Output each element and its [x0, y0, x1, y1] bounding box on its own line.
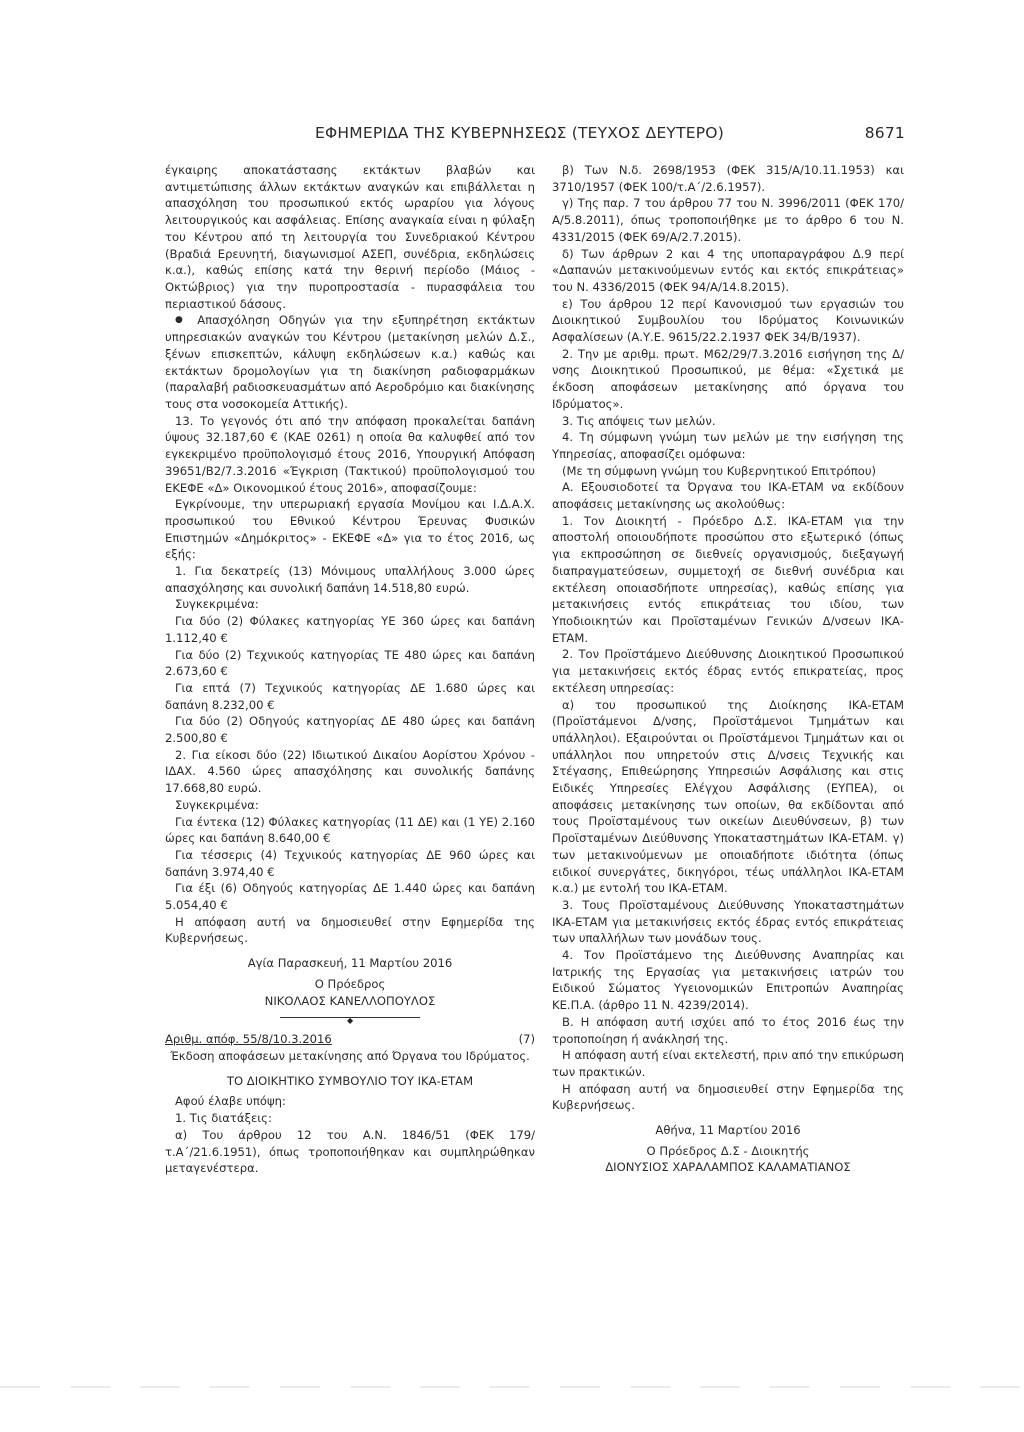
paragraph: α) του προσωπικού της Διοίκησης ΙΚΑ-ΕΤΑΜ (Προϊστάμενοι Δ/νσης, Προϊστάμενοι Τμημάτων και υπάλληλοι). Εξαιρούνται οι Προϊστάμενοι Τμημάτων και οι υπάλληλοι που υπηρετούν στις Δ/νσεις Τεχνικής και Στέγασης, Επιθεώρησης Υπηρεσιών Ασφάλισης και στις Ειδικές Υπηρεσίες Ελέγχου Ασφάλισης (ΕΥΠΕΑ), οι αποφάσεις μετακίνησης των οποίων, θα εκδίδονται από τους Προϊσταμένους των οικείων Διευθύνσεων, β) των Προϊσταμένων Διεύθυνσης Υποκαταστημάτων ΙΚΑ-ΕΤΑΜ. γ) των μετακινούμενων με οποιαδήποτε ιδιότητα (όπως ειδικοί συνεργάτες, δικηγόροι, τέως υπάλληλοι ΙΚΑ-ΕΤΑΜ κ.α.) με εντολή του ΙΚΑ-ΕΤΑΜ.	[552, 697, 904, 896]
signer-role: Ο Πρόεδρος Δ.Σ - Διοικητής	[646, 1143, 810, 1158]
decision-number-line	[165, 1031, 535, 1048]
paragraph: Για δύο (2) Φύλακες κατηγορίας ΥΕ 360 ώρες και δαπάνη 1.112,40 €	[165, 614, 535, 645]
decision-index: (7)	[518, 1032, 535, 1047]
paragraph: (Με τη σύμφωνη γνώμη του Κυβερνητικού Επιτρόπου)	[562, 463, 877, 478]
paragraph: Συγκεκριμένα:	[175, 597, 259, 612]
paragraph: Για έντεκα (12) Φύλακες κατηγορίας (11 ΔΕ) και (1 ΥΕ) 2.160 ώρες και δαπάνη 8.640,00 €	[165, 814, 535, 846]
signer-name: ΔΙΟΝΥΣΙΟΣ ΧΑΡΑΛΑΜΠΟΣ ΚΑΛΑΜΑΤΙΑΝΟΣ	[605, 1160, 851, 1175]
left-column	[165, 162, 535, 1177]
paragraph: Β. Η απόφαση αυτή ισχύει από το έτος 2016 έως την τροποποίηση ή ανάκλησή της.	[552, 1014, 904, 1046]
paragraph: Για τέσσερις (4) Τεχνικούς κατηγορίας ΔΕ 960 ώρες και δαπάνη 3.974,40 €	[165, 847, 535, 879]
gazette-title: ΕΦΗΜΕΡΙΔΑ ΤΗΣ ΚΥΒΕΡΝΗΣΕΩΣ (ΤΕΥΧΟΣ ΔΕΥΤΕΡΟ)	[315, 124, 724, 142]
signer-role: Ο Πρόεδρος	[314, 976, 386, 991]
paragraph: 2. Τον Προϊστάμενο Διεύθυνσης Διοικητικού Προσωπικού για μετακινήσεις εκτός έδρας εντός επικρατείας, προς εκτέλεση υπηρεσίας:	[552, 647, 904, 695]
paragraph: Η απόφαση αυτή να δημοσιευθεί στην Εφημερίδα της Κυβερνήσεως.	[165, 914, 535, 946]
paragraph: 2. Την με αριθμ. πρωτ. Μ62/29/7.3.2016 εισήγηση της Δ/νσης Διοικητικού Προσωπικού, με θέμα: «Σχετικά με έκδοση αποφάσεων μετακίνησης από όργανα του Ιδρύματος».	[552, 346, 904, 411]
paragraph: 1. Για δεκατρείς (13) Μόνιμους υπαλλήλους 3.000 ώρες απασχόλησης και συνολική δαπάνη 14.518,80 ευρώ.	[165, 564, 535, 595]
decision-number: Αριθμ. απόφ. 55/8/10.3.2016	[165, 1032, 332, 1047]
bullet-paragraph	[165, 312, 535, 412]
paragraph: Εγκρίνουμε, την υπερωριακή εργασία Μονίμου και Ι.Δ.Α.Χ. προσωπικού του Εθνικού Κέντρου Έρευνας Φυσικών Επιστημών «Δημόκριτος» - ΕΚΕΦΕ «Δ» για το έτος 2016, ως εξής:	[165, 497, 535, 562]
paragraph: 13. Το γεγονός ότι από την απόφαση προκαλείται δαπάνη ύψους 32.187,60 € (ΚΑΕ 0261) η οποία θα καλυφθεί από τον εγκεκριμένο προϋπολογισμό έτους 2016, Υπουργική Απόφαση 39651/Β2/7.3.2016 «Έγκριση (Τακτικού) προϋπολογισμού του ΕΚΕΦΕ «Δ» Οικονομικού έτους 2016», αποφασίζουμε:	[165, 413, 535, 495]
section-separator	[165, 1011, 535, 1025]
paragraph: έγκαιρης αποκατάστασης εκτάκτων βλαβών και αντιμετώπισης άλλων εκτάκτων αναγκών και επιβάλλεται η απασχόληση του προσωπικού εκτός ωραρίου για λόγους λειτουργικούς και ασφάλειας. Επίσης αναγκαία είναι η φύλαξη του Κέντρου από τη λειτουργία του Συνεδριακού Κέντρου (Βραδιά Ερευνητή, διαγωνισμοί ΑΣΕΠ, συνέδρια, εκδηλώσεις κ.α.), καθώς επίσης κατά την θερινή περίοδο (Μάιος - Οκτώβριος) για την πυροπροστασία - πυρασφάλεια του περιαστικού δάσους.	[165, 163, 535, 311]
paragraph: 1. Τον Διοικητή - Πρόεδρο Δ.Σ. ΙΚΑ-ΕΤΑΜ για την αποστολή οποιουδήποτε προσώπου στο εξωτερικό (όπως για εκπροσώπηση σε διεθνείς οργανισμούς, διεξαγωγή διαπραγματεύσεων, συμμετοχή σε διεθνή συνέδρια και εκτέλεση οποιασδήποτε υπηρεσίας), καθώς επίσης για μετακινήσεις εντός επικράτειας του ιδίου, των Υποδιοικητών και Προϊσταμένων Γενικών Δ/νσεων ΙΚΑ-ΕΤΑΜ.	[552, 513, 904, 645]
page-header	[315, 124, 905, 146]
paragraph: 4. Τη σύμφωνη γνώμη των μελών με την εισήγηση της Υπηρεσίας, αποφασίζει ομόφωνα:	[552, 430, 904, 461]
scan-artifact	[0, 1386, 1024, 1388]
paragraph: 3. Τους Προϊσταμένους Διεύθυνσης Υποκαταστημάτων ΙΚΑ-ΕΤΑΜ για μετακινήσεις εκτός έδρας εντός επικράτειας των υπαλλήλων των μονάδων τους.	[552, 897, 904, 946]
paragraph: Συγκεκριμένα:	[175, 797, 259, 812]
paragraph: Για επτά (7) Τεχνικούς κατηγορίας ΔΕ 1.680 ώρες και δαπάνη 8.232,00 €	[165, 680, 535, 712]
paragraph: ε) Του άρθρου 12 περί Κανονισμού των εργασιών του Διοικητικού Συμβουλίου του Ιδρύματος Κοινωνικών Ασφαλίσεων (Α.Υ.Ε. 9615/22.2.1937 ΦΕΚ 34/Β/1937).	[552, 296, 904, 345]
paragraph: Για δύο (2) Τεχνικούς κατηγορίας ΤΕ 480 ώρες και δαπάνη 2.673,60 €	[165, 647, 535, 679]
diamond-icon: ◆	[347, 1016, 354, 1026]
board-title: ΤΟ ΔΙΟΙΚΗΤΙΚΟ ΣΥΜΒΟΥΛΙΟ ΤΟΥ ΙΚΑ-ΕΤΑΜ	[226, 1073, 474, 1088]
right-column	[552, 162, 904, 1176]
signer-name: ΝΙΚΟΛΑΟΣ ΚΑΝΕΛΛΟΠΟΥΛΟΣ	[264, 993, 436, 1008]
bullet-icon: ●	[175, 315, 189, 326]
paragraph: α) Του άρθρου 12 του Α.Ν. 1846/51 (ΦΕΚ 179/τ.Α΄/21.6.1951), όπως τροποποιήθηκαν και συμπληρώθηκαν μεταγενέστερα.	[165, 1127, 535, 1176]
paragraph: Αφού έλαβε υπόψη:	[175, 1094, 286, 1109]
paragraph: 4. Τον Προϊστάμενο της Διεύθυνσης Αναπηρίας και Ιατρικής της Εργασίας για μετακινήσεις ιατρών του Ειδικού Σώματος Υγειονομικών Επιτροπών Αναπηρίας ΚΕ.Π.Α. (άρθρο 11 Ν. 4239/2014).	[552, 948, 904, 1013]
paragraph: 1. Τις διατάξεις:	[175, 1111, 272, 1126]
paragraph: Α. Εξουσιοδοτεί τα Όργανα του ΙΚΑ-ΕΤΑΜ να εκδίδουν αποφάσεις μετακίνησης ως ακολούθως:	[552, 480, 904, 512]
paragraph: γ) Της παρ. 7 του άρθρου 77 του Ν. 3996/2011 (ΦΕΚ 170/Α/5.8.2011), όπως τροποποιήθηκε με το άρθρο 6 του Ν. 4331/2015 (ΦΕΚ 69/Α/2.7.2015).	[552, 196, 904, 244]
paragraph: Η απόφαση αυτή να δημοσιευθεί στην Εφημερίδα της Κυβερνήσεως.	[552, 1081, 904, 1113]
paragraph: 2. Για είκοσι δύο (22) Ιδιωτικού Δικαίου Αορίστου Χρόνου - ΙΔΑΧ. 4.560 ώρες απασχόλησης και συνολικής δαπάνης 17.668,80 ευρώ.	[165, 747, 535, 796]
page-number: 8671	[864, 124, 905, 142]
decision-title: Έκδοση αποφάσεων μετακίνησης από Όργανα του Ιδρύματος.	[170, 1049, 530, 1063]
paragraph: Για δύο (2) Οδηγούς κατηγορίας ΔΕ 480 ώρες και δαπάνη 2.500,80 €	[165, 714, 535, 746]
paragraph: Για έξι (6) Οδηγούς κατηγορίας ΔΕ 1.440 ώρες και δαπάνη 5.054,40 €	[165, 881, 535, 913]
place-date: Αγία Παρασκευή, 11 Μαρτίου 2016	[247, 956, 453, 971]
place-date: Αθήνα, 11 Μαρτίου 2016	[655, 1123, 801, 1138]
paragraph: Απασχόληση Οδηγών για την εξυπηρέτηση εκτάκτων υπηρεσιακών αναγκών του Κέντρου (μετακίνηση μελών Δ.Σ., ξένων επισκεπτών, κάλυψη εκδηλώσεων κ.α.) καθώς και εκτάκτων δρομολογίων για τη διακίνηση ραδιοφαρμάκων (παραλαβή ραδιοσκευασμάτων από Αεροδρόμιο και διακίνησης τους στα νοσοκομεία Αττικής).	[165, 313, 535, 411]
paragraph: δ) Των άρθρων 2 και 4 της υποπαραγράφου Δ.9 περί «Δαπανών μετακινούμενων εντός και εκτός επικράτειας» του Ν. 4336/2015 (ΦΕΚ 94/Α/14.8.2015).	[552, 246, 904, 294]
paragraph: Η απόφαση αυτή είναι εκτελεστή, πριν από την επικύρωση των πρακτικών.	[552, 1048, 904, 1079]
paragraph: β) Των Ν.δ. 2698/1953 (ΦΕΚ 315/Α/10.11.1953) και 3710/1957 (ΦΕΚ 100/τ.Α΄/2.6.1957).	[552, 163, 904, 194]
paragraph: 3. Τις απόψεις των μελών.	[562, 413, 716, 428]
